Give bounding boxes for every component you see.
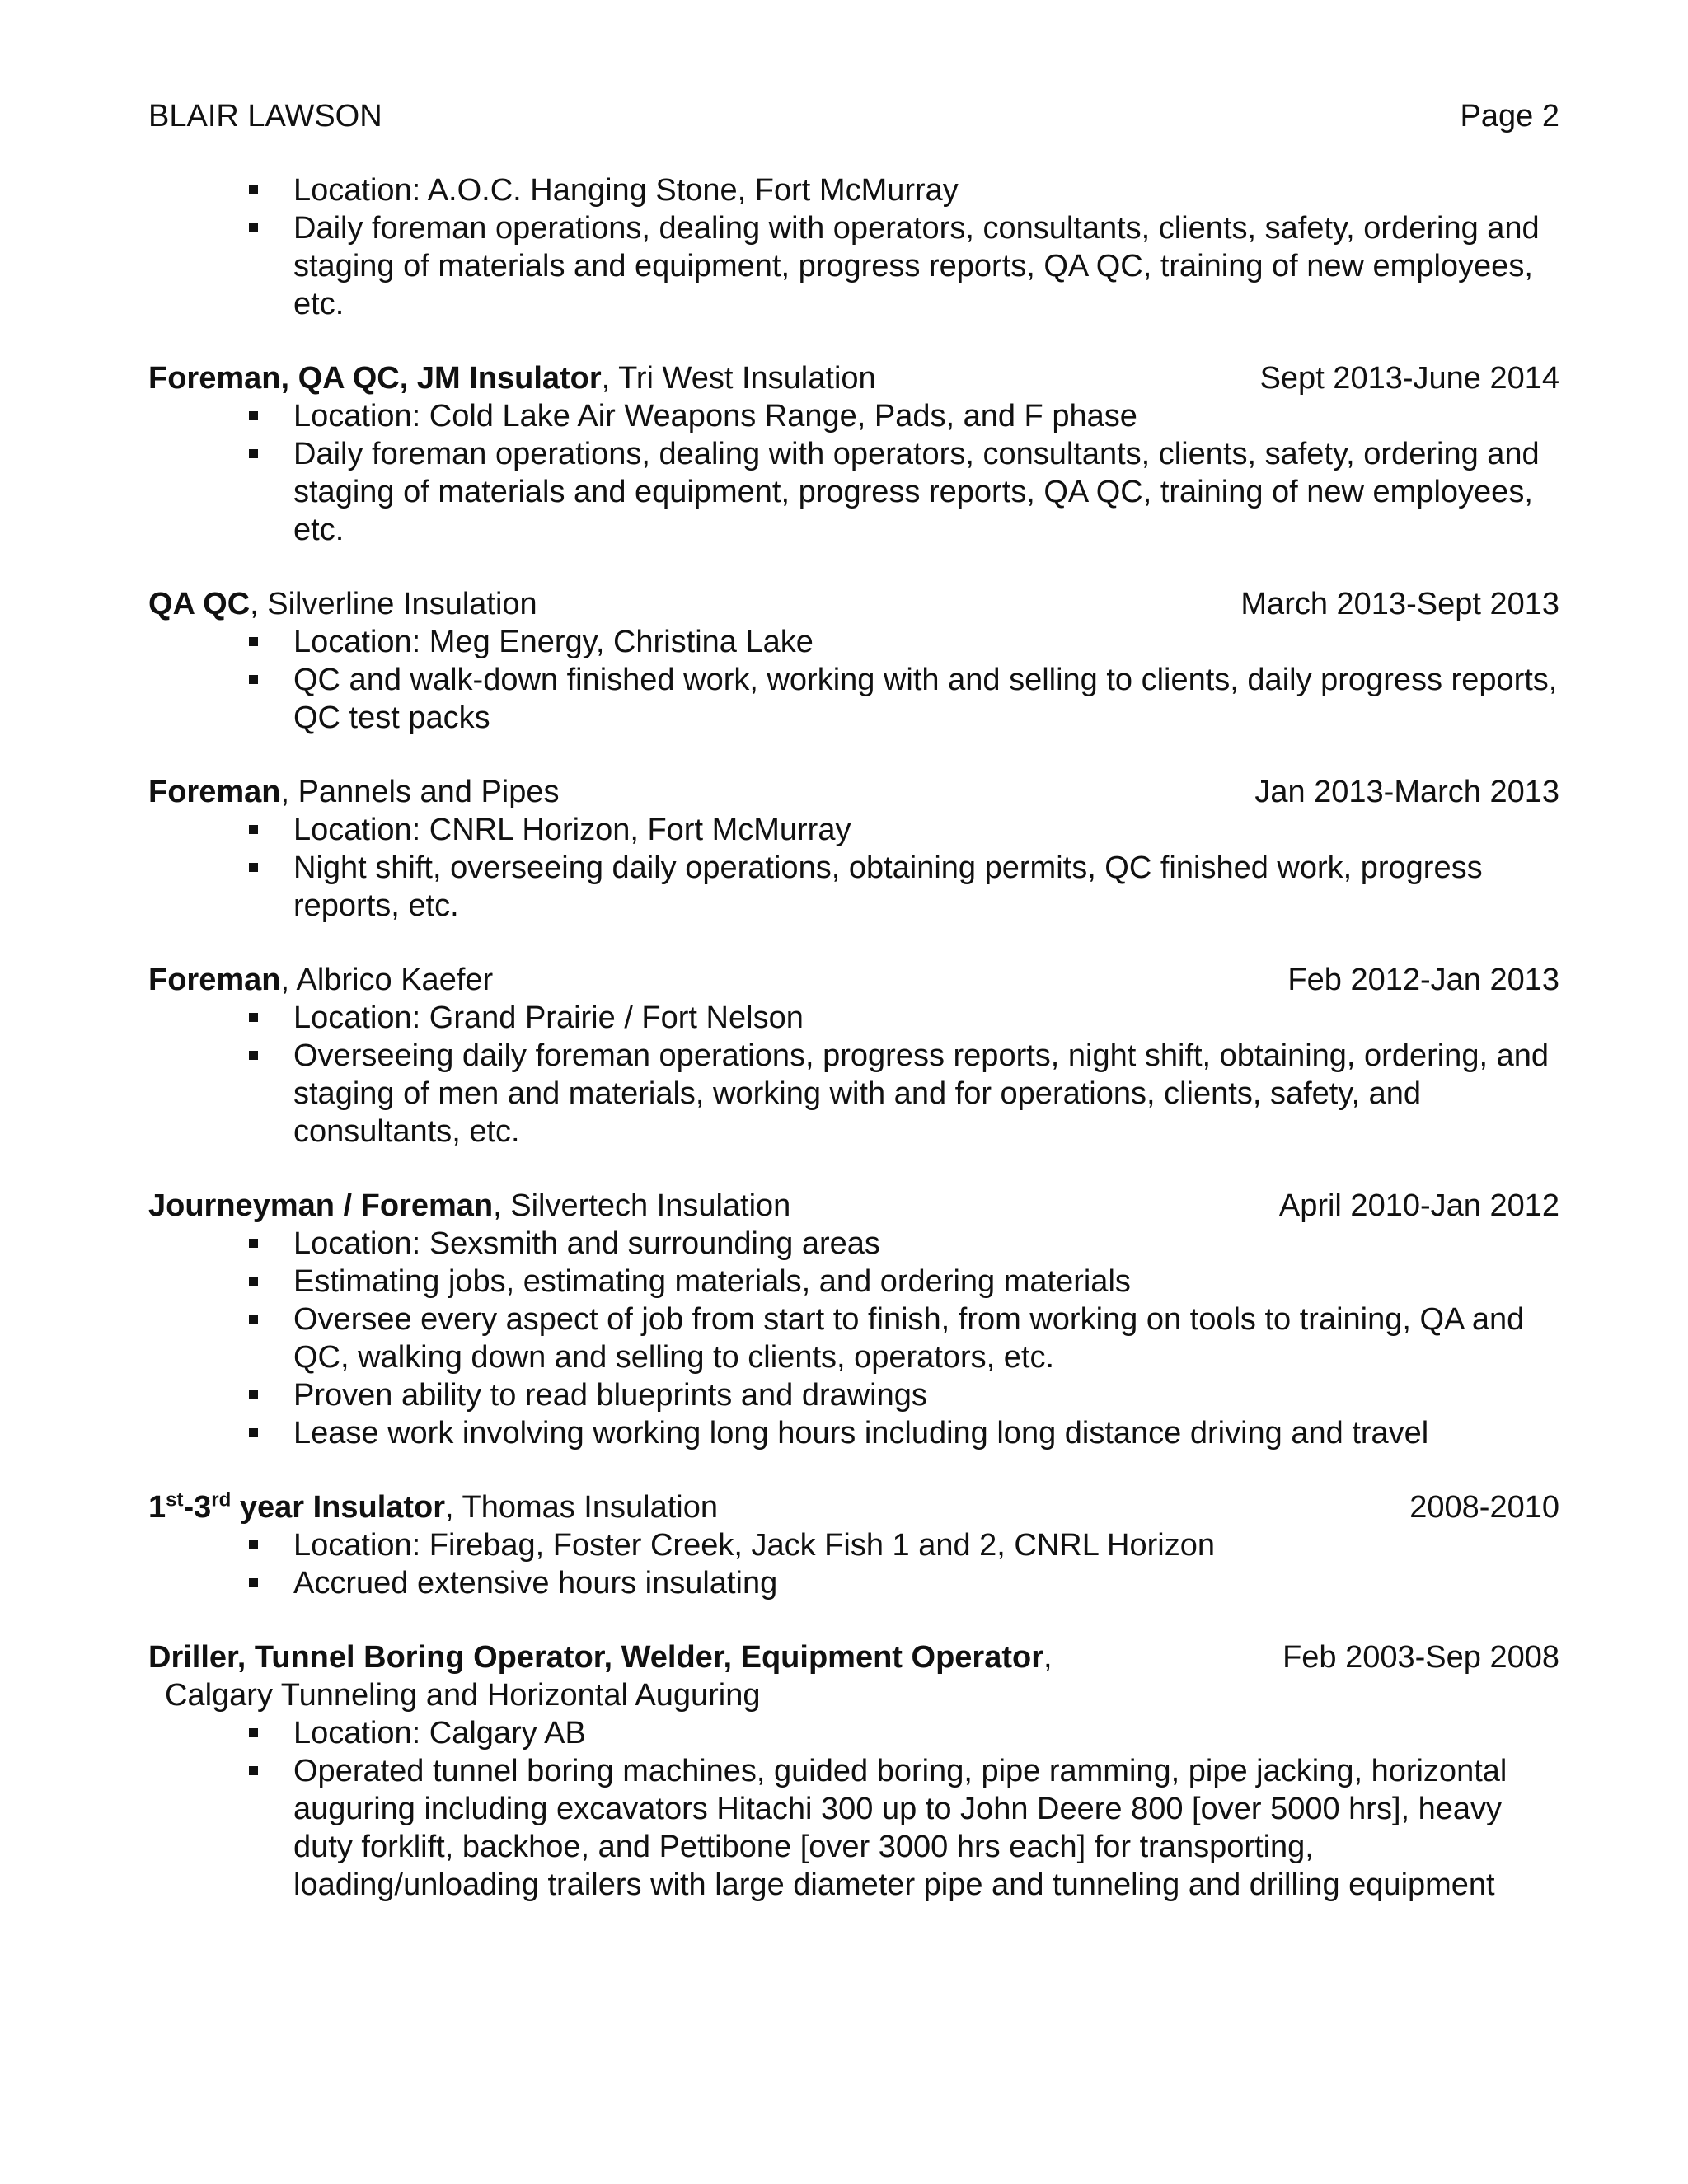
bullet-list (148, 1526, 1559, 1602)
bullet-item: Location: Firebag, Foster Creek, Jack Fish 1 and 2, CNRL Horizon (293, 1526, 1559, 1564)
job-company: , Silverline Insulation (250, 587, 537, 621)
bullet-item: Operated tunnel boring machines, guided boring, pipe ramming, pipe jacking, horizontal auguring including excavators Hitachi 300 up to John Deere 800 [over 5000 hrs], heavy duty forklift, backhoe, and Pettibone [over 3000 hrs each] for transporting, loading/unloading trailers with large diameter pipe and tunneling and drilling equipment (293, 1752, 1559, 1904)
bullet-list (148, 397, 1559, 549)
job-entry (148, 359, 1559, 549)
bullet-item: Location: Sexsmith and surrounding areas (293, 1225, 1559, 1263)
bullet-item: Night shift, overseeing daily operations, obtaining permits, QC finished work, progress reports, etc. (293, 849, 1559, 925)
page-header (148, 97, 1559, 135)
bullet-item: Overseeing daily foreman operations, progress reports, night shift, obtaining, ordering, and staging of men and materials, working with and for operations, clients, safety, and consultants, etc. (293, 1037, 1559, 1151)
job-dates: 2008-2010 (1409, 1490, 1559, 1525)
bullet-item: Location: Cold Lake Air Weapons Range, Pads, and F phase (293, 397, 1559, 435)
job-entry (148, 1488, 1559, 1602)
job-heading (148, 961, 1559, 999)
job-title: Foreman, QA QC, JM Insulator (148, 361, 602, 396)
job-heading (148, 1638, 1559, 1676)
job-title: QA QC (148, 587, 251, 621)
job-entry (148, 585, 1559, 737)
candidate-name: BLAIR LAWSON (148, 99, 382, 134)
job-company-subtitle: Calgary Tunneling and Horizontal Auguring (165, 1678, 761, 1713)
bullet-item: Accrued extensive hours insulating (293, 1564, 1559, 1602)
job-dates: Feb 2003-Sep 2008 (1282, 1640, 1559, 1675)
bullet-item: Location: Meg Energy, Christina Lake (293, 623, 1559, 661)
job-heading (148, 359, 1559, 397)
job-title: Foreman (148, 775, 281, 809)
bullet-list (148, 171, 1559, 323)
bullet-item: Proven ability to read blueprints and drawings (293, 1376, 1559, 1414)
job-company: , Albrico Kaefer (280, 963, 494, 997)
job-dates: April 2010-Jan 2012 (1278, 1188, 1559, 1223)
bullet-list (148, 623, 1559, 737)
job-dates: Feb 2012-Jan 2013 (1287, 963, 1559, 997)
job-entry (148, 773, 1559, 925)
bullet-item: Location: A.O.C. Hanging Stone, Fort McMurray (293, 171, 1559, 209)
job-title: 1st-3rd year Insulator (148, 1488, 446, 1525)
job-entry (148, 1187, 1559, 1452)
job-heading (148, 773, 1559, 811)
bullet-list (148, 999, 1559, 1151)
job-title: Foreman (148, 963, 281, 997)
job-dates: March 2013-Sept 2013 (1240, 587, 1559, 621)
bullet-item: Oversee every aspect of job from start to finish, from working on tools to training, QA and QC, walking down and selling to clients, operators, etc. (293, 1301, 1559, 1376)
bullet-item: Location: Grand Prairie / Fort Nelson (293, 999, 1559, 1037)
job-company: , Tri West Insulation (601, 361, 876, 396)
job-title: Journeyman / Foreman (148, 1188, 494, 1223)
bullet-item: Daily foreman operations, dealing with operators, consultants, clients, safety, ordering and staging of materials and equipment, progress reports, QA QC, training of new employees, etc. (293, 209, 1559, 323)
bullet-item: QC and walk-down finished work, working with and selling to clients, daily progress reports, QC test packs (293, 661, 1559, 737)
job-dates: Sept 2013-June 2014 (1259, 361, 1559, 396)
job-dates: Jan 2013-March 2013 (1254, 775, 1559, 809)
bullet-list (148, 1714, 1559, 1904)
page-number: Page 2 (1460, 99, 1559, 134)
job-company: , Pannels and Pipes (280, 775, 560, 809)
bullet-item: Location: CNRL Horizon, Fort McMurray (293, 811, 1559, 849)
job-company: , Thomas Insulation (445, 1490, 718, 1525)
job-company: , (1043, 1640, 1053, 1675)
job-heading (148, 1187, 1559, 1225)
bullet-item: Location: Calgary AB (293, 1714, 1559, 1752)
job-title: Driller, Tunnel Boring Operator, Welder, Equipment Operator (148, 1640, 1043, 1675)
bullet-item: Daily foreman operations, dealing with operators, consultants, clients, safety, ordering and staging of materials and equipment, progress reports, QA QC, training of new employees, etc. (293, 435, 1559, 549)
resume-page (148, 97, 1559, 1904)
job-heading (148, 1488, 1559, 1526)
job-heading (148, 585, 1559, 623)
bullet-list (148, 1225, 1559, 1452)
bullet-item: Estimating jobs, estimating materials, and ordering materials (293, 1263, 1559, 1301)
bullet-item: Lease work involving working long hours including long distance driving and travel (293, 1414, 1559, 1452)
job-company: , Silvertech Insulation (493, 1188, 791, 1223)
job-entry-continued (148, 171, 1559, 323)
bullet-list (148, 811, 1559, 925)
job-entry (148, 961, 1559, 1151)
job-entry (148, 1638, 1559, 1904)
